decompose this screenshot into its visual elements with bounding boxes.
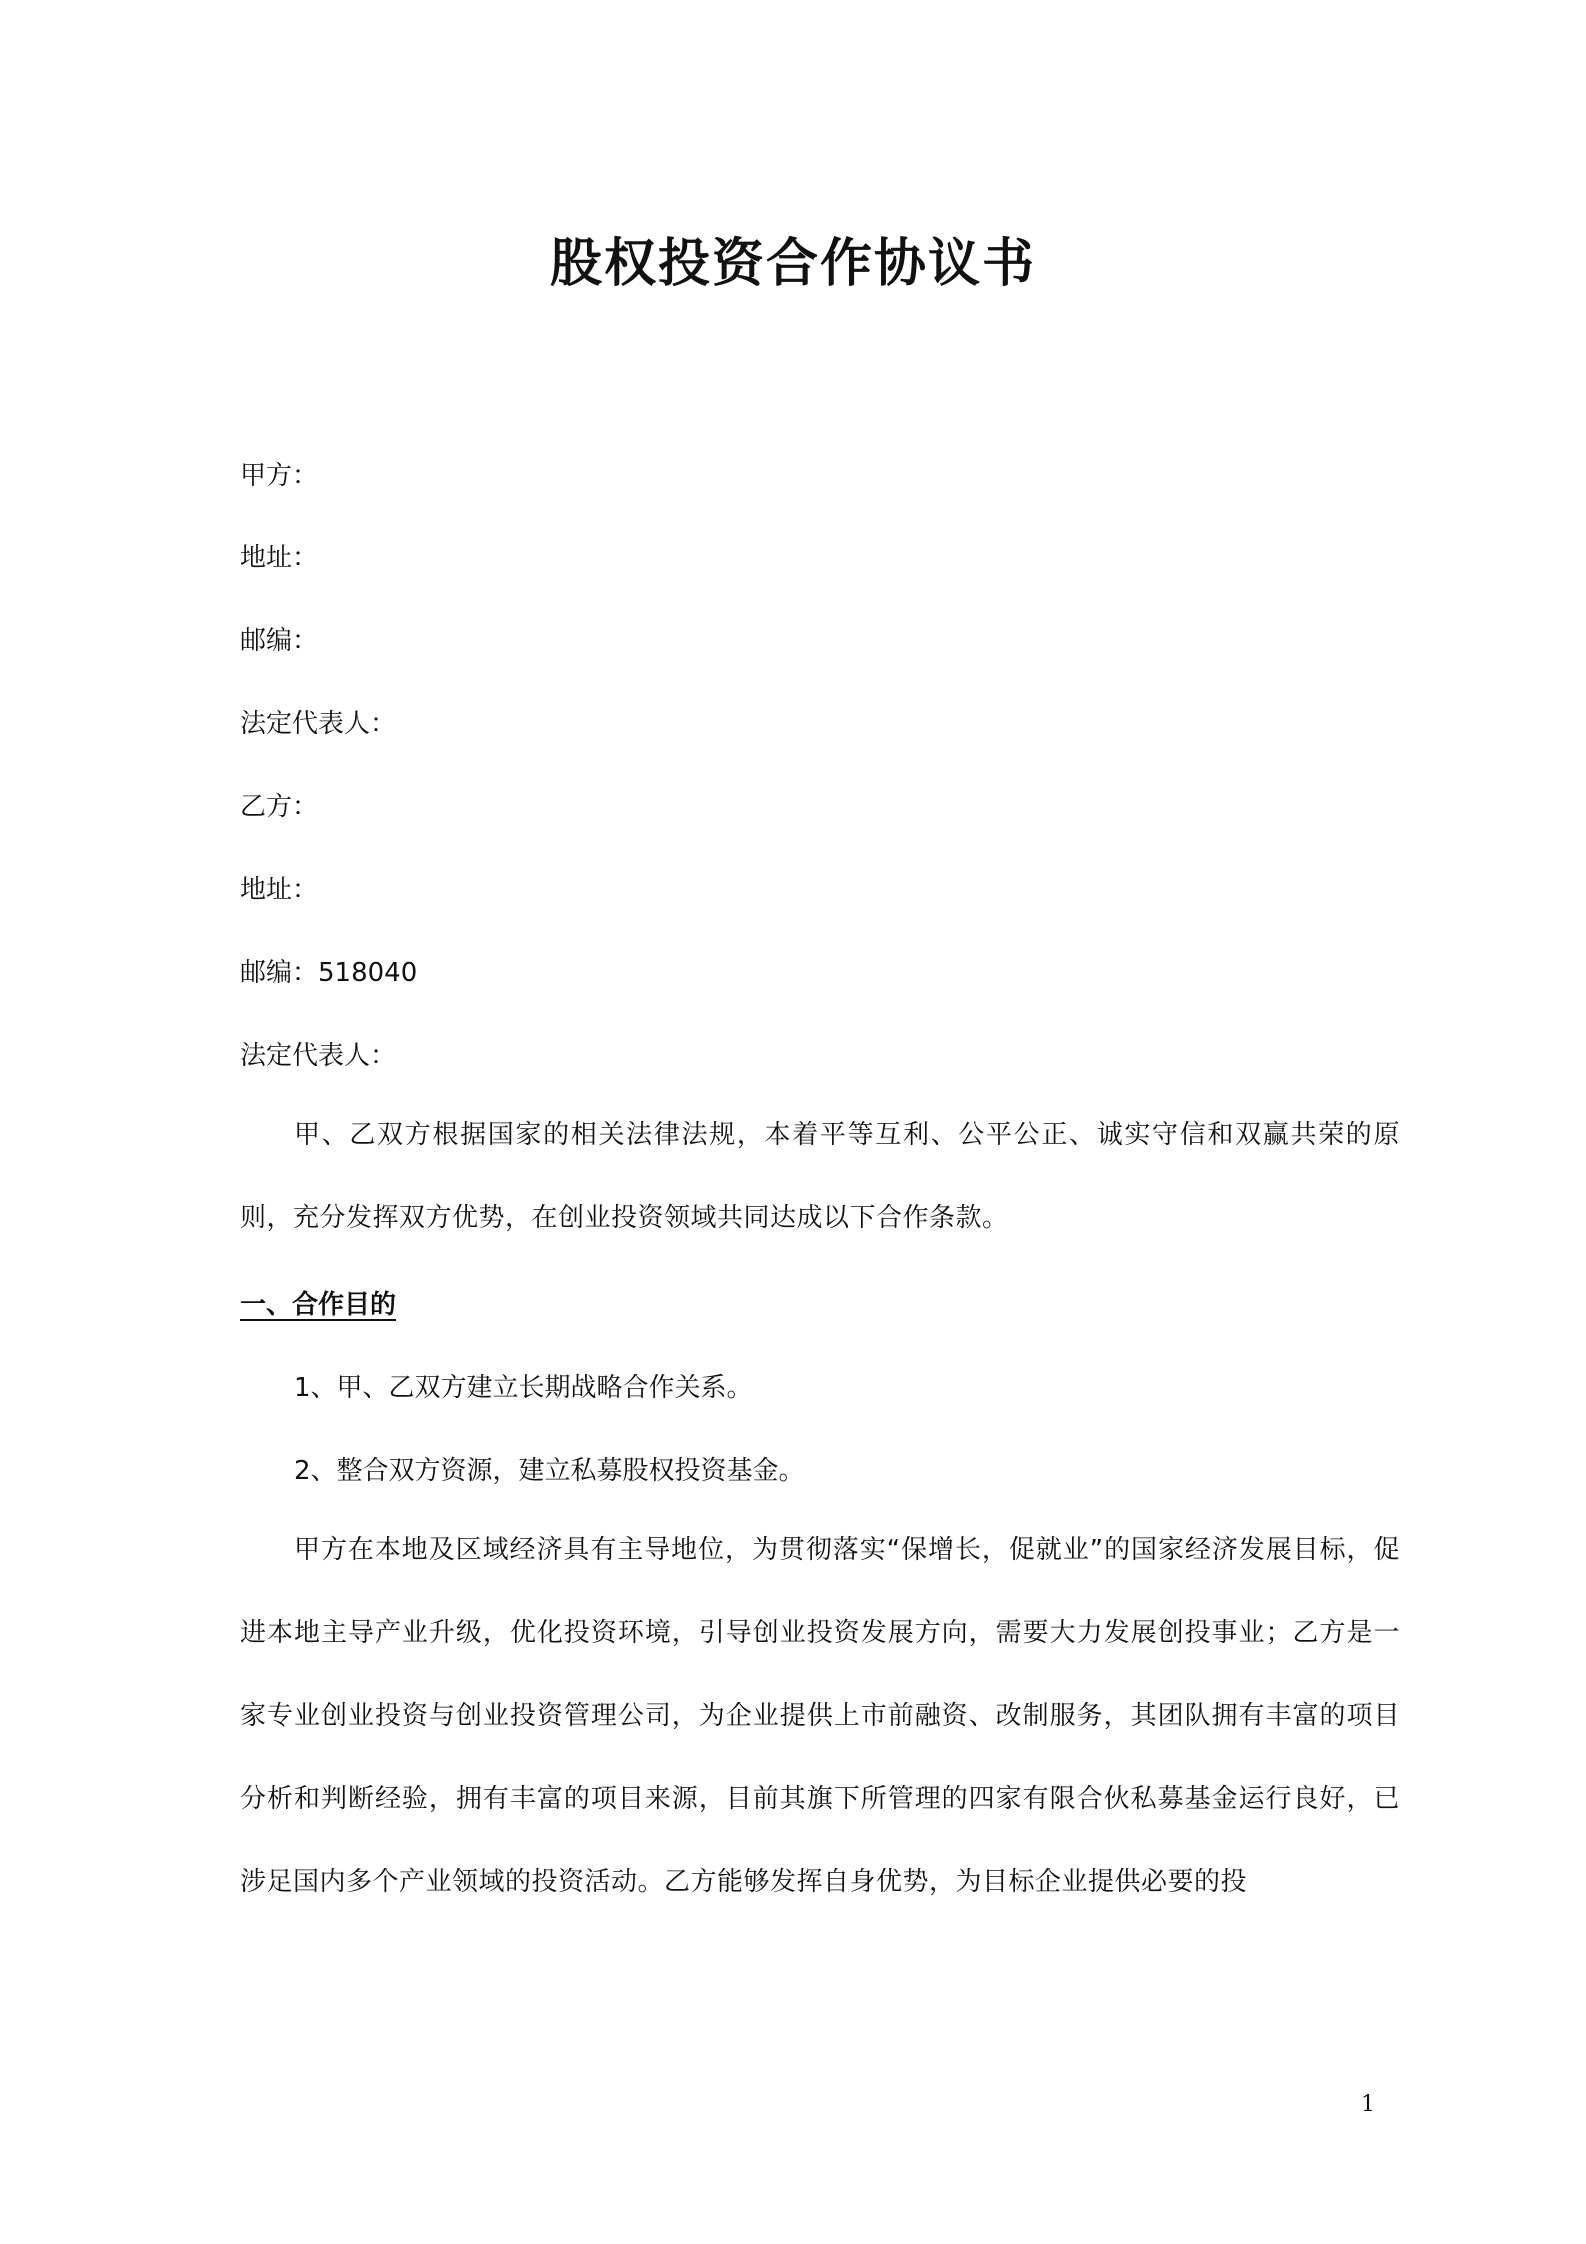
party-b-address-label: 地址： [240,875,319,905]
party-b-representative-label: 法定代表人： [240,1041,397,1071]
intro-paragraph: 甲、乙双方根据国家的相关法律法规，本着平等互利、公平公正、诚实守信和双赢共荣的原则，充分发挥双方优势，在创业投资领域共同达成以下合作条款。 [240,1120,1400,1233]
purpose-item: 2、整合双方资源，建立私募股权投资基金。 [294,1456,805,1486]
section-heading-cooperation-purpose: 一、合作目的 [240,1290,397,1320]
party-a-postcode-label: 邮编： [240,626,319,656]
purpose-item: 1、甲、乙双方建立长期战略合作关系。 [294,1373,753,1403]
party-a-name-label: 甲方： [240,461,319,491]
party-b-postcode: 邮编：518040 [240,958,418,988]
party-b-name-label: 乙方： [240,792,319,822]
party-a-representative-label: 法定代表人： [240,709,397,739]
document-title: 股权投资合作协议书 [549,234,1036,294]
page-number: 1 [1361,2092,1375,2117]
body-paragraph: 甲方在本地及区域经济具有主导地位，为贯彻落实“保增长，促就业”的国家经济发展目标，促进本地主导产业升级，优化投资环境，引导创业投资发展方向，需要大力发展创投事业；乙方是一家专业创业投资与创业投资管理公司，为企业提供上市前融资、改制服务，其团队拥有丰富的项目分析和判断经验，拥有丰富的项目来源，目前其旗下所管理的四家有限合伙私募基金运行良好，已涉足国内多个产业领域的投资活动。乙方能够发挥自身优势，为目标企业提供必要的投 [240,1535,1400,1897]
party-a-address-label: 地址： [240,543,319,573]
